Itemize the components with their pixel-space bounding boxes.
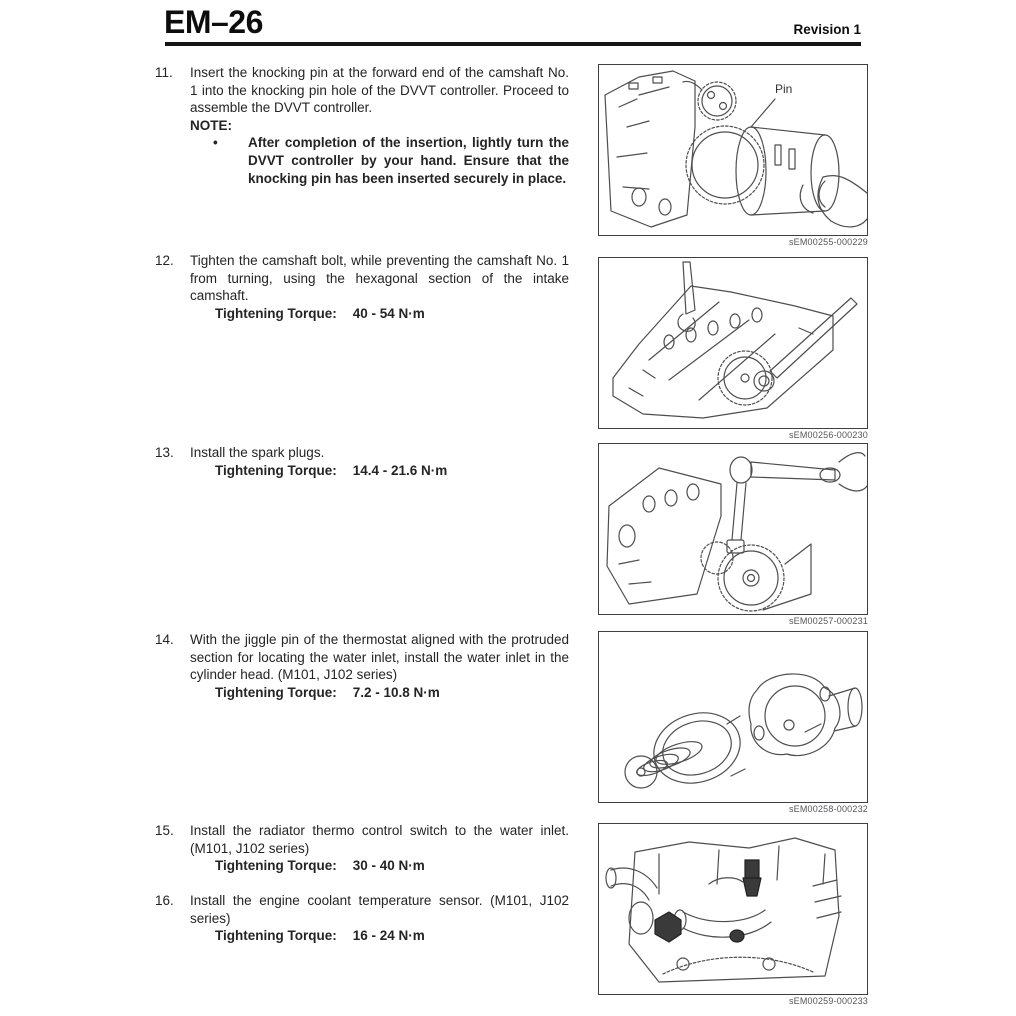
step-15-text: Install the radiator thermo control switch to the water inlet. (M101, J102 series)	[190, 823, 569, 856]
figure-step11	[598, 64, 868, 247]
step-13-text: Install the spark plugs.	[190, 445, 325, 460]
figure-step12	[598, 257, 868, 440]
figure-caption: sEM00256-000230	[788, 430, 868, 440]
figure-box	[598, 64, 868, 236]
note-label: NOTE:	[190, 117, 232, 133]
thermostat-water-inlet-illustration	[599, 632, 867, 802]
torque-value: 40 - 54 N·m	[352, 305, 425, 321]
torque-label: Tightening Torque:	[215, 684, 337, 700]
step-16-number: 16.	[155, 893, 174, 908]
torque-value: 7.2 - 10.8 N·m	[352, 684, 440, 700]
figure-box	[598, 257, 868, 429]
figure-caption: sEM00258-000232	[788, 804, 868, 814]
step-14-text: With the jiggle pin of the thermostat aligned with the protruded section for locating the water inlet, install the water inlet in the cylinder head. (M101, J102 series)	[190, 632, 569, 683]
figure-caption: sEM00255-000229	[788, 237, 868, 247]
camshaft-bolt-tighten-illustration	[599, 258, 867, 428]
step-14	[155, 631, 569, 701]
step-11-number: 11.	[155, 65, 173, 80]
step-12	[155, 252, 569, 322]
dvvt-controller-install-illustration	[599, 65, 867, 235]
note-text: After completion of the insertion, lightly turn the DVVT controller by your hand. Ensure that the knocking pin has been inserted securely in place.	[248, 135, 569, 186]
figure-box	[598, 443, 868, 615]
step-12-text: Tighten the camshaft bolt, while preventing the camshaft No. 1 from turning, using the hexagonal section of the intake camshaft.	[190, 253, 569, 304]
step-15	[155, 822, 569, 875]
pin-callout-label: Pin	[775, 82, 793, 96]
header-rule	[165, 42, 861, 46]
step-16-text: Install the engine coolant temperature sensor. (M101, J102 series)	[190, 893, 569, 926]
figure-step15-16	[598, 823, 868, 1006]
revision-label: Revision 1	[793, 22, 861, 37]
page-code: EM–26	[164, 4, 263, 40]
step-15-number: 15.	[155, 823, 174, 838]
coolant-sensors-illustration	[599, 824, 867, 994]
torque-label: Tightening Torque:	[215, 928, 337, 944]
torque-label: Tightening Torque:	[215, 858, 337, 874]
figure-step13	[598, 443, 868, 626]
step-14-number: 14.	[155, 632, 174, 647]
figure-box	[598, 631, 868, 803]
torque-label: Tightening Torque:	[215, 462, 337, 478]
figure-step14	[598, 631, 868, 814]
torque-value: 16 - 24 N·m	[352, 928, 425, 944]
step-16	[155, 892, 569, 945]
torque-value: 14.4 - 21.6 N·m	[352, 462, 448, 478]
note-bullet: •	[213, 135, 218, 151]
step-13-number: 13.	[155, 445, 174, 460]
step-11	[155, 64, 569, 187]
spark-plug-install-illustration	[599, 444, 867, 614]
figure-box	[598, 823, 868, 995]
step-11-text: Insert the knocking pin at the forward end of the camshaft No. 1 into the knocking pin hole of the DVVT controller. Proceed to assemble the DVVT controller.	[190, 65, 569, 116]
step-13	[155, 444, 569, 479]
figure-caption: sEM00257-000231	[788, 616, 868, 626]
step-12-number: 12.	[155, 253, 174, 268]
torque-value: 30 - 40 N·m	[352, 858, 425, 874]
torque-label: Tightening Torque:	[215, 305, 337, 321]
figure-caption: sEM00259-000233	[788, 996, 868, 1006]
